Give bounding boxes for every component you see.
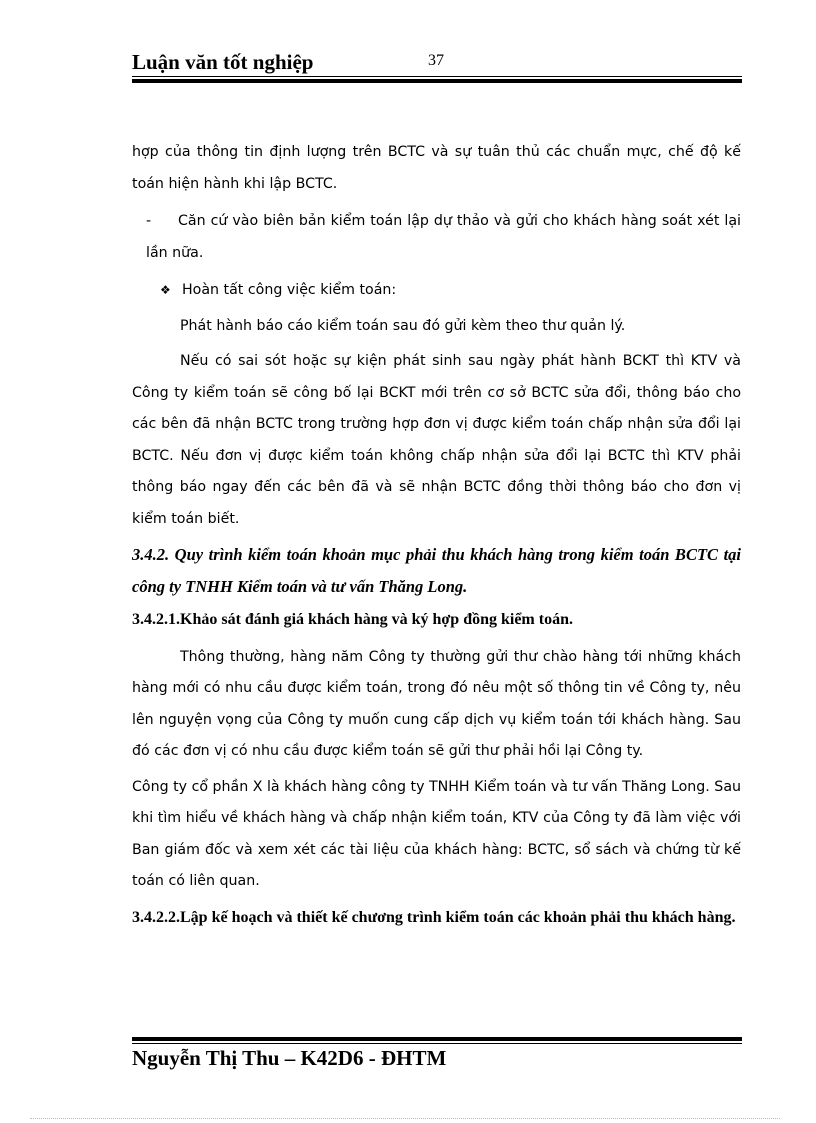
bullet-text: Căn cứ vào biên bản kiểm toán lập dự thảo và gửi cho khách hàng soát xét lại lần nữa. bbox=[146, 213, 741, 261]
footer-rule-thick bbox=[132, 1037, 742, 1041]
paragraph: hợp của thông tin định lượng trên BCTC và sự tuân thủ các chuẩn mực, chế độ kế toán hiện hành khi lập BCTC. bbox=[132, 144, 741, 192]
footer-author: Nguyễn Thị Thu – K42D6 - ĐHTM bbox=[132, 1046, 447, 1070]
section-heading-3-4-2: 3.4.2. Quy trình kiểm toán khoản mục phải thu khách hàng trong kiểm toán BCTC tại công ty TNHH Kiểm toán và tư vấn Thăng Long. bbox=[132, 545, 741, 596]
page-number: 37 bbox=[428, 52, 444, 69]
page-edge-divider bbox=[30, 1118, 780, 1119]
header-rule-thick bbox=[132, 79, 742, 83]
footer-rule-thin bbox=[132, 1043, 742, 1044]
section-heading-3-4-2-1: 3.4.2.1.Khảo sát đánh giá khách hàng và ký hợp đồng kiểm toán. bbox=[132, 611, 573, 628]
header-title: Luận văn tốt nghiệp bbox=[132, 50, 314, 74]
header-rule-thin bbox=[132, 76, 742, 77]
paragraph: Phát hành báo cáo kiểm toán sau đó gửi kèm theo thư quản lý. bbox=[180, 317, 626, 334]
bullet-item bbox=[132, 206, 741, 269]
section-heading-3-4-2-2: 3.4.2.2.Lập kế hoạch và thiết kế chương trình kiểm toán các khoản phải thu khách hàng. bbox=[132, 908, 736, 926]
diamond-bullet-icon: ❖ bbox=[160, 283, 171, 297]
dash-bullet: - bbox=[146, 213, 152, 229]
body-text bbox=[132, 137, 741, 933]
paragraph: Nếu có sai sót hoặc sự kiện phát sinh sau ngày phát hành BCKT thì KTV và Công ty kiểm toán sẽ công bố lại BCKT mới trên cơ sở BCTC sửa đổi, thông báo cho các bên đã nhận BCTC trong trường hợp đơn vị được kiểm toán chấp nhận sửa đổi lại BCTC. Nếu đơn vị được kiểm toán không chấp nhận sửa đổi lại BCTC thì KTV phải thông báo ngay đến các bên đã và sẽ nhận BCTC đồng thời thông báo cho đơn vị kiểm toán biết. bbox=[132, 353, 741, 527]
paragraph: Công ty cổ phần X là khách hàng công ty TNHH Kiểm toán và tư vấn Thăng Long. Sau khi tìm hiểu về khách hàng và chấp nhận kiểm toán, KTV của Công ty đã làm việc với Ban giám đốc và xem xét các tài liệu của khách hàng: BCTC, sổ sách và chứng từ kế toán có liên quan. bbox=[132, 778, 742, 889]
diamond-item bbox=[132, 275, 741, 307]
diamond-text: Hoàn tất công việc kiểm toán: bbox=[182, 282, 397, 298]
paragraph: Thông thường, hàng năm Công ty thường gửi thư chào hàng tới những khách hàng mới có nhu cầu được kiểm toán, trong đó nêu một số thông tin về Công ty, nêu lên nguyện vọng của Công ty muốn cung cấp dịch vụ kiểm toán tới khách hàng. Sau đó các đơn vị có nhu cầu được kiểm toán sẽ gửi thư phải hồi lại Công ty. bbox=[132, 648, 741, 759]
